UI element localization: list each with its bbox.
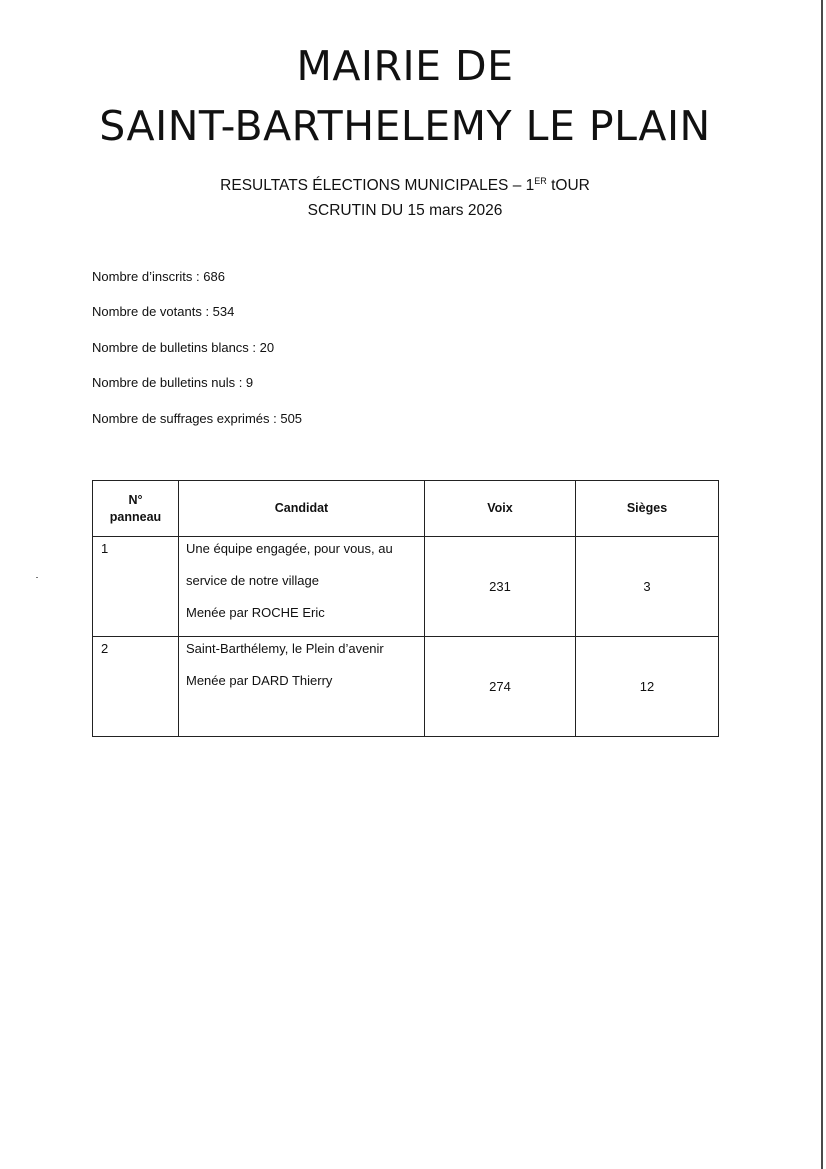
page-title-line-1: MAIRIE DE bbox=[296, 42, 514, 90]
panel-number-cell: 1 bbox=[93, 537, 179, 637]
candidate-line: Saint-Barthélemy, le Plein d’avenir bbox=[186, 641, 384, 656]
page-title-line-2: SAINT-BARTHELEMY LE PLAIN bbox=[99, 102, 711, 150]
votes-cell: 274 bbox=[425, 637, 576, 737]
subtitle-end-text: tOUR bbox=[546, 177, 590, 194]
subtitle-election bbox=[0, 176, 810, 196]
header-panel-line-1: N° bbox=[128, 492, 143, 507]
table-header-row bbox=[93, 481, 719, 537]
votes-cell: 231 bbox=[425, 537, 576, 637]
candidate-leader: Menée par DARD Thierry bbox=[186, 673, 333, 688]
candidate-leader: Menée par ROCHE Eric bbox=[186, 605, 325, 620]
header-candidate: Candidat bbox=[179, 481, 425, 537]
candidate-line: service de notre village bbox=[186, 573, 319, 588]
candidate-cell bbox=[179, 637, 425, 737]
candidate-cell bbox=[179, 537, 425, 637]
stat-suffrages-exprimes: Nombre de suffrages exprimés : 505 bbox=[92, 411, 303, 426]
header-votes: Voix bbox=[425, 481, 576, 537]
subtitle-main-text: RESULTATS ÉLECTIONS MUNICIPALES – 1 bbox=[220, 177, 535, 194]
seats-cell: 3 bbox=[576, 537, 719, 637]
panel-number-cell: 2 bbox=[93, 637, 179, 737]
table-row bbox=[93, 537, 719, 637]
header-seats: Sièges bbox=[576, 481, 719, 537]
seats-cell: 12 bbox=[576, 637, 719, 737]
scan-edge-line bbox=[821, 0, 823, 1169]
stat-bulletins-blancs: Nombre de bulletins blancs : 20 bbox=[92, 340, 275, 355]
subtitle-scrutin-date: SCRUTIN DU 15 mars 2026 bbox=[307, 202, 503, 219]
stat-bulletins-nuls: Nombre de bulletins nuls : 9 bbox=[92, 375, 254, 390]
stat-inscrits: Nombre d’inscrits : 686 bbox=[92, 269, 225, 284]
header-panel-line-2: panneau bbox=[109, 509, 162, 524]
scan-speck bbox=[36, 577, 38, 578]
table-row bbox=[93, 637, 719, 737]
candidate-line: Une équipe engagée, pour vous, au bbox=[186, 541, 393, 556]
header-panel-number bbox=[93, 481, 179, 537]
subtitle-superscript: ER bbox=[534, 176, 547, 186]
results-table bbox=[92, 480, 719, 737]
stat-votants: Nombre de votants : 534 bbox=[92, 304, 235, 319]
